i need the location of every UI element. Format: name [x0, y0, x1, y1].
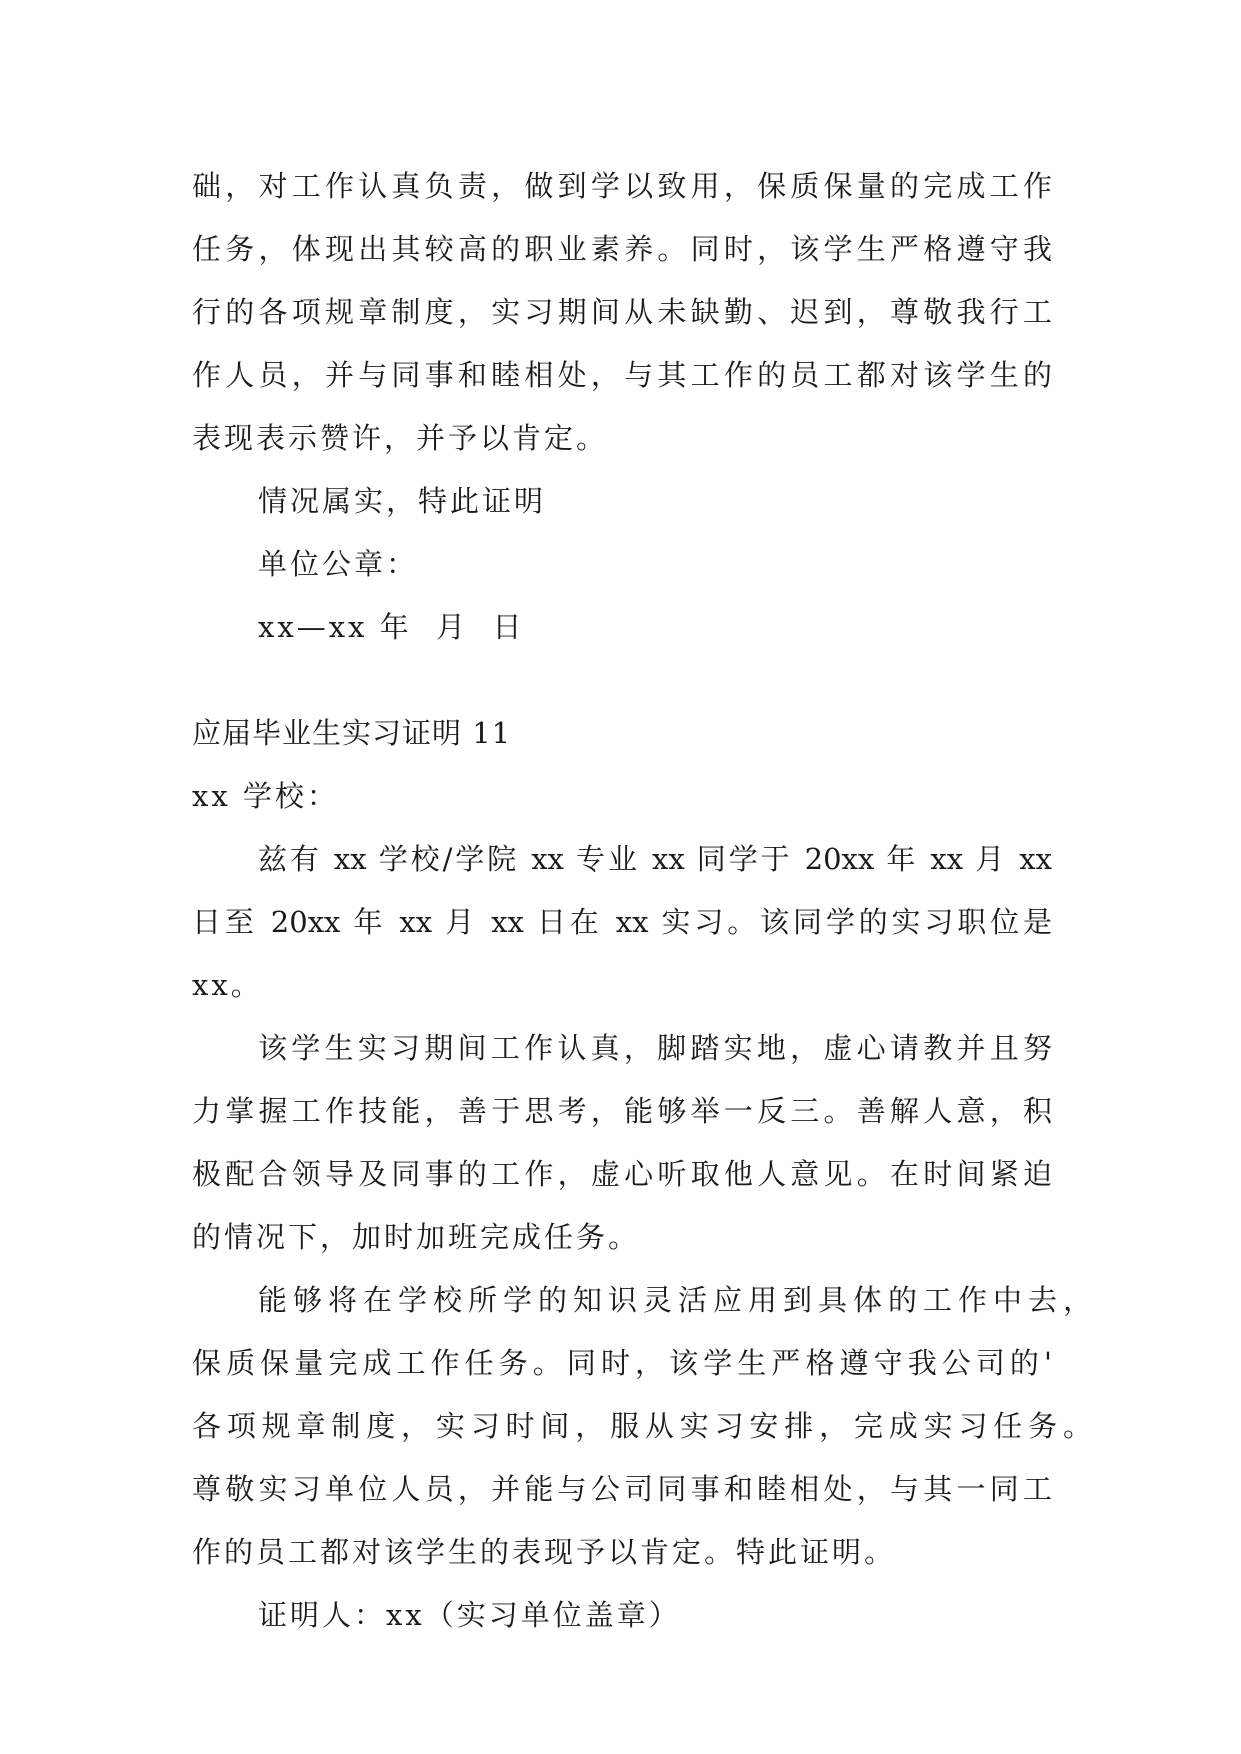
paragraph-line: 各项规章制度，实习时间，服从实习安排，完成实习任务。: [192, 1409, 1092, 1443]
salutation: xx 学校：: [192, 779, 339, 813]
paragraph-line: xx。: [192, 968, 263, 1002]
paragraph-line: 该学生实习期间工作认真，脚踏实地，虚心请教并且努: [258, 1031, 1052, 1065]
section-title: 应届毕业生实习证明 11: [192, 716, 512, 750]
seal-label: 单位公章：: [258, 547, 419, 581]
body-line: 表现表示赞许，并予以肯定。: [192, 421, 609, 455]
certify-statement: 情况属实，特此证明: [258, 484, 547, 518]
paragraph-line: 的情况下，加时加班完成任务。: [192, 1220, 641, 1254]
paragraph-line: 极配合领导及同事的工作，虚心听取他人意见。在时间紧迫: [192, 1157, 1052, 1191]
witness-line: 证明人：xx（实习单位盖章）: [258, 1598, 681, 1632]
date-line: xx—xx 年 月 日: [258, 610, 525, 644]
paragraph-line: 兹有 xx 学校/学院 xx 专业 xx 同学于 20xx 年 xx 月 xx: [258, 842, 1052, 876]
paragraph-line: 保质保量完成工作任务。同时，该学生严格遵守我公司的': [192, 1346, 1052, 1380]
paragraph-line: 力掌握工作技能，善于思考，能够举一反三。善解人意，积: [192, 1094, 1052, 1128]
body-line: 任务，体现出其较高的职业素养。同时，该学生严格遵守我: [192, 232, 1052, 266]
body-line: 础，对工作认真负责，做到学以致用，保质保量的完成工作: [192, 169, 1052, 203]
paragraph-line: 能够将在学校所学的知识灵活应用到具体的工作中去，: [258, 1283, 1092, 1317]
paragraph-line: 作的员工都对该学生的表现予以肯定。特此证明。: [192, 1535, 897, 1569]
body-line: 行的各项规章制度，实习期间从未缺勤、迟到，尊敬我行工: [192, 295, 1052, 329]
paragraph-line: 尊敬实习单位人员，并能与公司同事和睦相处，与其一同工: [192, 1472, 1052, 1506]
paragraph-line: 日至 20xx 年 xx 月 xx 日在 xx 实习。该同学的实习职位是: [192, 905, 1052, 939]
body-line: 作人员，并与同事和睦相处，与其工作的员工都对该学生的: [192, 358, 1052, 392]
